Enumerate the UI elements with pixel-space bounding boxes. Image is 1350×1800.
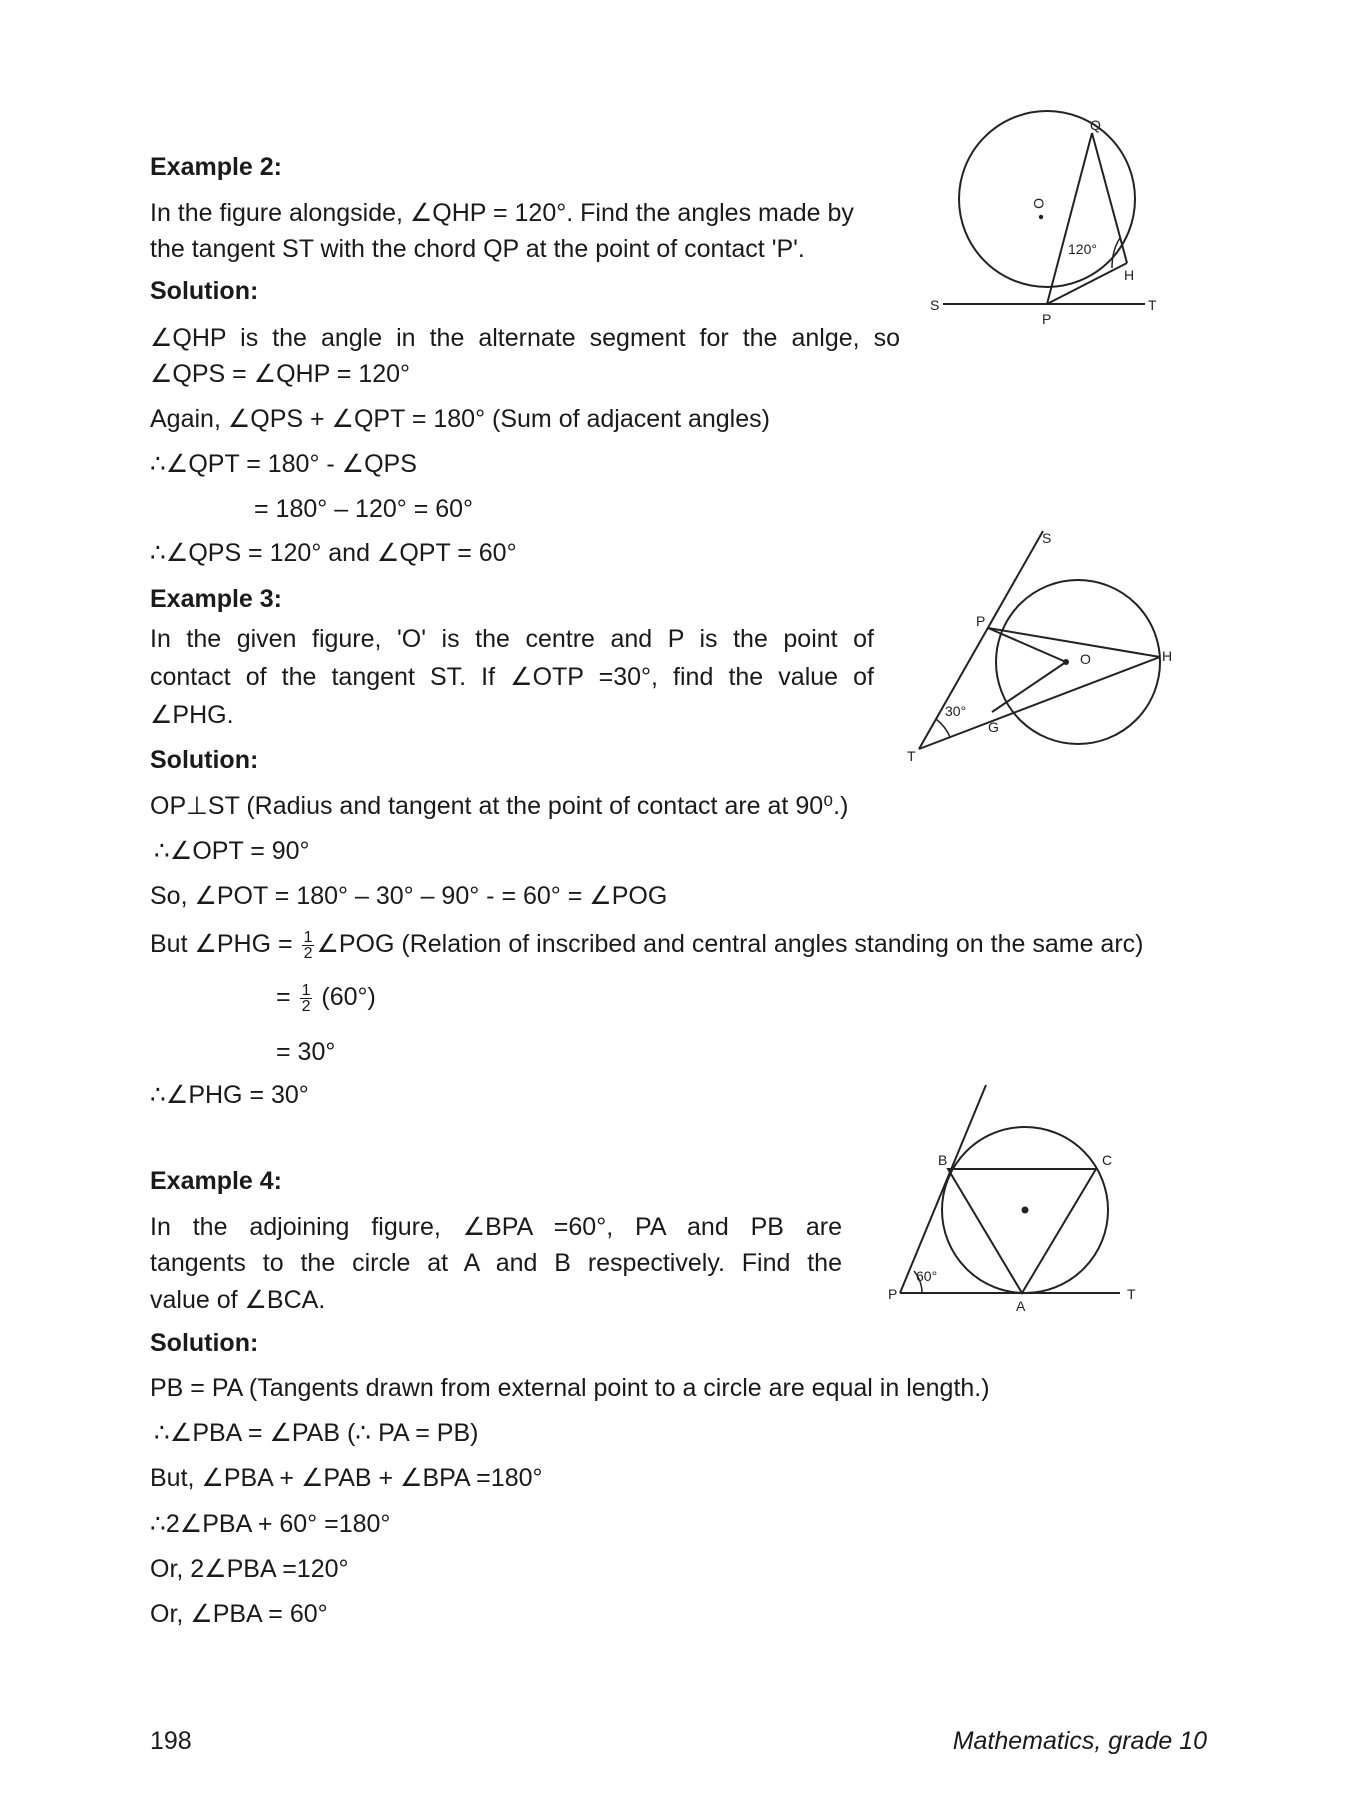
fraction-denominator: 2	[303, 944, 313, 962]
example-3-question-line1: In the given figure, 'O' is the centre and P is the point of	[150, 625, 874, 653]
example-4-question-line1: In the adjoining figure, ∠BPA =60°, PA and PB are	[150, 1213, 842, 1241]
figure-tangent-chord	[930, 110, 1180, 330]
example-4-solution-line2: ∴∠PBA = ∠PAB (∴ PA = PB)	[154, 1419, 479, 1447]
one-half-fraction	[302, 930, 315, 961]
example-2-solution-heading: Solution:	[150, 277, 259, 305]
example-4-solution-line1: PB = PA (Tangents drawn from external point to a circle are equal in length.)	[150, 1374, 990, 1402]
example-2-solution-line1: ∠QHP is the angle in the alternate segment for the anlge, so	[150, 324, 900, 352]
figure-equal-tangents	[870, 1085, 1160, 1325]
example-4-solution-line5: Or, 2∠PBA =120°	[150, 1555, 349, 1583]
example-2-question-line2: the tangent ST with the chord QP at the point of contact 'P'.	[150, 235, 805, 263]
example-4-solution-line6: Or, ∠PBA = 60°	[150, 1600, 328, 1628]
figure2-label-t: T	[907, 748, 916, 764]
figure2-label-angle: 30°	[945, 703, 967, 719]
example-2-solution-line5: = 180° – 120° = 60°	[254, 495, 474, 523]
example-3-solution-line4-prefix: But ∠PHG =	[150, 930, 293, 958]
example-3-solution-line6: = 30°	[276, 1038, 336, 1066]
figure3-label-p: P	[888, 1286, 898, 1302]
figure3-label-angle: 60°	[916, 1268, 938, 1284]
figure3-center-dot	[1022, 1207, 1029, 1214]
page-number: 198	[150, 1727, 192, 1755]
example-4-question-line2: tangents to the circle at A and B respectively. Find the	[150, 1249, 842, 1277]
example-4-solution-heading: Solution:	[150, 1329, 259, 1357]
figure3-label-t: T	[1127, 1286, 1136, 1302]
figure3-label-b: B	[938, 1152, 948, 1168]
figure1-label-t: T	[1148, 297, 1157, 313]
example-3-solution-heading: Solution:	[150, 746, 259, 774]
fraction-denominator: 2	[301, 997, 311, 1015]
book-title: Mathematics, grade 10	[952, 1727, 1207, 1755]
figure1-label-o: O	[1031, 198, 1047, 209]
figure2-angle-arc	[936, 719, 950, 737]
figure1-chord-hp	[1047, 263, 1127, 304]
example-3-solution-line5	[276, 982, 376, 1014]
figure2-label-s: S	[1042, 530, 1052, 546]
example-2-solution-line6: ∴∠QPS = 120° and ∠QPT = 60°	[150, 539, 517, 567]
example-2-solution-line4: ∴∠QPT = 180° - ∠QPS	[150, 450, 417, 478]
example-3-solution-line5-value: (60°)	[321, 983, 376, 1011]
example-3-solution-line5-eq: =	[276, 983, 291, 1011]
example-4-question-line3: value of ∠BCA.	[150, 1286, 326, 1314]
figure2-line-og	[992, 662, 1066, 712]
figure3-triangle-abc	[948, 1169, 1096, 1293]
figure2-label-p: P	[976, 613, 986, 629]
figure3-label-c: C	[1102, 1152, 1113, 1168]
figure1-label-p: P	[1042, 311, 1052, 327]
figure2-center-dot	[1063, 659, 1069, 665]
example-3-question-line2: contact of the tangent ST. If ∠OTP =30°, find the value of	[150, 663, 874, 691]
example-2-question-line1: In the figure alongside, ∠QHP = 120°. Find the angles made by	[150, 199, 854, 227]
figure2-label-o: O	[1080, 651, 1091, 667]
figure2-circle	[996, 580, 1160, 744]
example-3-solution-line4-suffix: ∠POG (Relation of inscribed and central angles standing on the same arc)	[316, 930, 1144, 958]
figure1-label-s: S	[930, 297, 940, 313]
fraction-numerator: 1	[303, 928, 313, 946]
example-3-solution-line2: ∴∠OPT = 90°	[154, 837, 310, 865]
example-3-heading: Example 3:	[150, 585, 283, 613]
figure1-label-angle: 120°	[1068, 241, 1097, 257]
one-half-fraction	[300, 983, 313, 1014]
figure3-label-a: A	[1016, 1298, 1026, 1314]
example-3-solution-line7: ∴∠PHG = 30°	[150, 1081, 309, 1109]
figure2-radius-po	[988, 628, 1066, 662]
example-3-question-line3: ∠PHG.	[150, 701, 234, 729]
fraction-numerator: 1	[301, 981, 311, 999]
figure2-tangent-st	[919, 531, 1043, 749]
example-3-solution-line3: So, ∠POT = 180° – 30° – 90° - = 60° = ∠POG	[150, 882, 668, 910]
figure-tangent-radius	[900, 525, 1173, 765]
figure2-chord-ph	[988, 628, 1160, 657]
example-4-solution-line4: ∴2∠PBA + 60° =180°	[150, 1510, 391, 1538]
figure2-label-h: H	[1162, 648, 1173, 664]
figure1-label-h: H	[1124, 267, 1135, 283]
example-4-heading: Example 4:	[150, 1167, 283, 1195]
example-4-solution-line3: But, ∠PBA + ∠PAB + ∠BPA =180°	[150, 1464, 543, 1492]
figure1-center-dot	[1039, 215, 1043, 219]
example-2-solution-line3: Again, ∠QPS + ∠QPT = 180° (Sum of adjacent angles)	[150, 405, 770, 433]
example-3-solution-line4	[150, 929, 1143, 961]
figure2-label-g: G	[988, 719, 999, 735]
figure3-tangent-pb	[900, 1085, 986, 1293]
example-2-solution-line2: ∠QPS = ∠QHP = 120°	[150, 360, 411, 388]
figure1-label-q: Q	[1090, 117, 1101, 133]
example-3-solution-line1: OP⊥ST (Radius and tangent at the point of contact are at 90⁰.)	[150, 792, 849, 820]
example-2-heading: Example 2:	[150, 153, 283, 181]
